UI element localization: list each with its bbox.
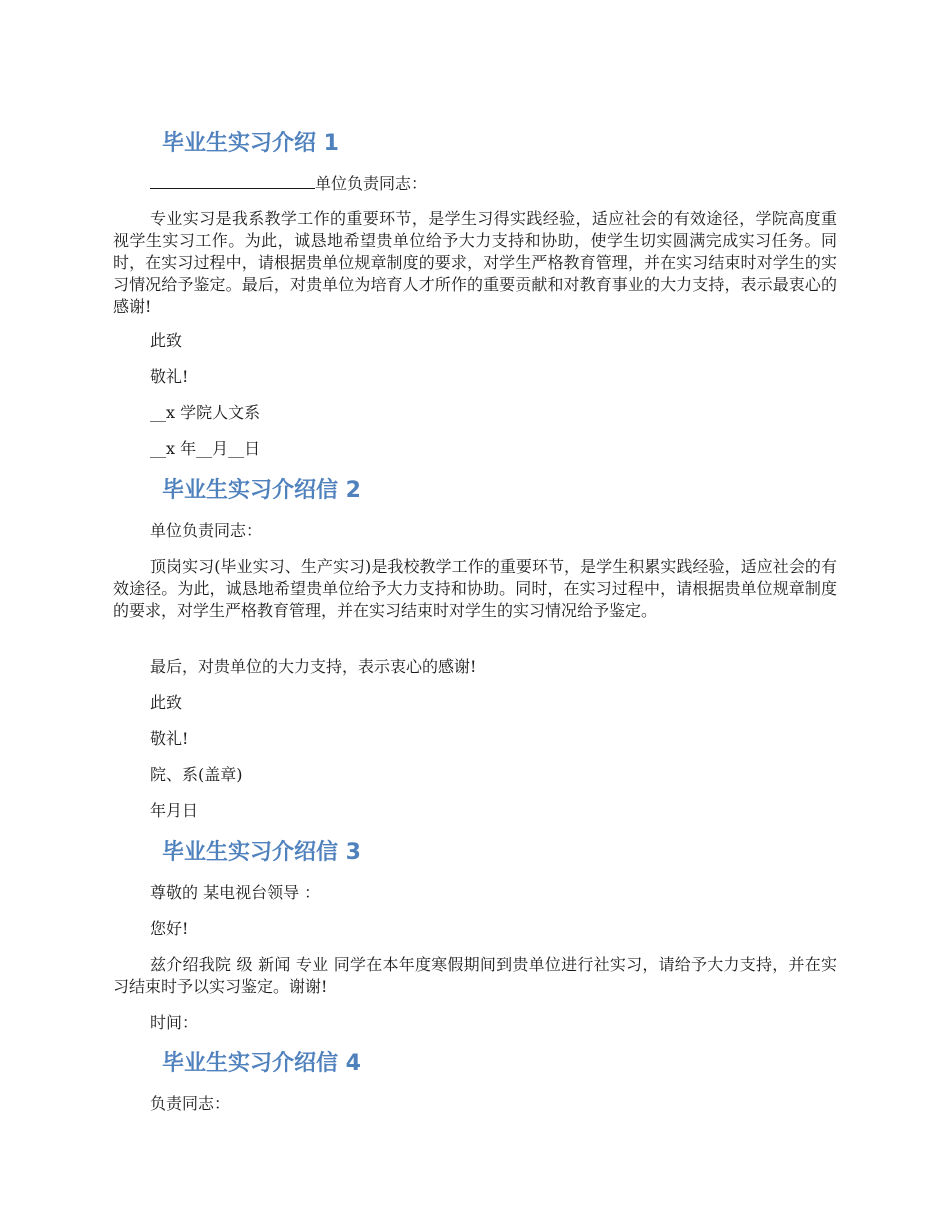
section-1-salutation-text: 单位负责同志： xyxy=(315,174,428,193)
section-2-salutation: 单位负责同志： xyxy=(150,521,263,540)
section-1-salutation xyxy=(150,173,427,195)
section-4-title: 毕业生实习介绍信 4 xyxy=(162,1051,361,1076)
section-3-greeting: 您好! xyxy=(150,919,189,938)
section-3-salutation: 尊敬的 某电视台领导 ： xyxy=(150,883,321,902)
section-3-time: 时间： xyxy=(150,1013,199,1032)
section-1-closing-1: 此致 xyxy=(150,331,183,350)
section-2-closing-1: 此致 xyxy=(150,693,183,712)
section-2-thanks: 最后，对贵单位的大力支持，表示衷心的感谢! xyxy=(150,657,477,676)
section-4-salutation: 负责同志： xyxy=(150,1094,231,1113)
section-3-title: 毕业生实习介绍信 3 xyxy=(162,840,361,865)
section-2-title: 毕业生实习介绍信 2 xyxy=(162,478,361,503)
section-3-body: 兹介绍我院 级 新闻 专业 同学在本年度寒假期间到贵单位进行社实习，请给予大力支持，并在实习结束时予以实习鉴定。谢谢! xyxy=(113,955,837,996)
section-2-signature: 院、系(盖章) xyxy=(150,765,243,784)
fill-in-blank xyxy=(150,173,315,189)
section-1-date: __x 年__月__日 xyxy=(150,439,261,458)
section-1-body: 专业实习是我系教学工作的重要环节，是学生习得实践经验，适应社会的有效途径，学院高度重视学生实习工作。为此，诚恳地希望贵单位给予大力支持和协助，使学生切实圆满完成实习任务。同时，在实习过程中，请根据贵单位规章制度的要求，对学生严格教育管理，并在实习结束时对学生的实习情况给予鉴定。最后，对贵单位为培育人才所作的重要贡献和对教育事业的大力支持，表示最衷心的感谢! xyxy=(113,209,837,316)
section-2-date: 年月日 xyxy=(150,801,199,820)
section-2-body: 顶岗实习(毕业实习、生产实习)是我校教学工作的重要环节，是学生积累实践经验，适应社会的有效途径。为此，诚恳地希望贵单位给予大力支持和协助。同时，在实习过程中，请根据贵单位规章制度的要求，对学生严格教育管理，并在实习结束时对学生的实习情况给予鉴定。 xyxy=(113,557,837,620)
section-1-closing-2: 敬礼! xyxy=(150,367,189,386)
section-1-title: 毕业生实习介绍 1 xyxy=(162,131,339,156)
section-2-closing-2: 敬礼! xyxy=(150,729,189,748)
section-1-signature: __x 学院人文系 xyxy=(150,403,261,422)
